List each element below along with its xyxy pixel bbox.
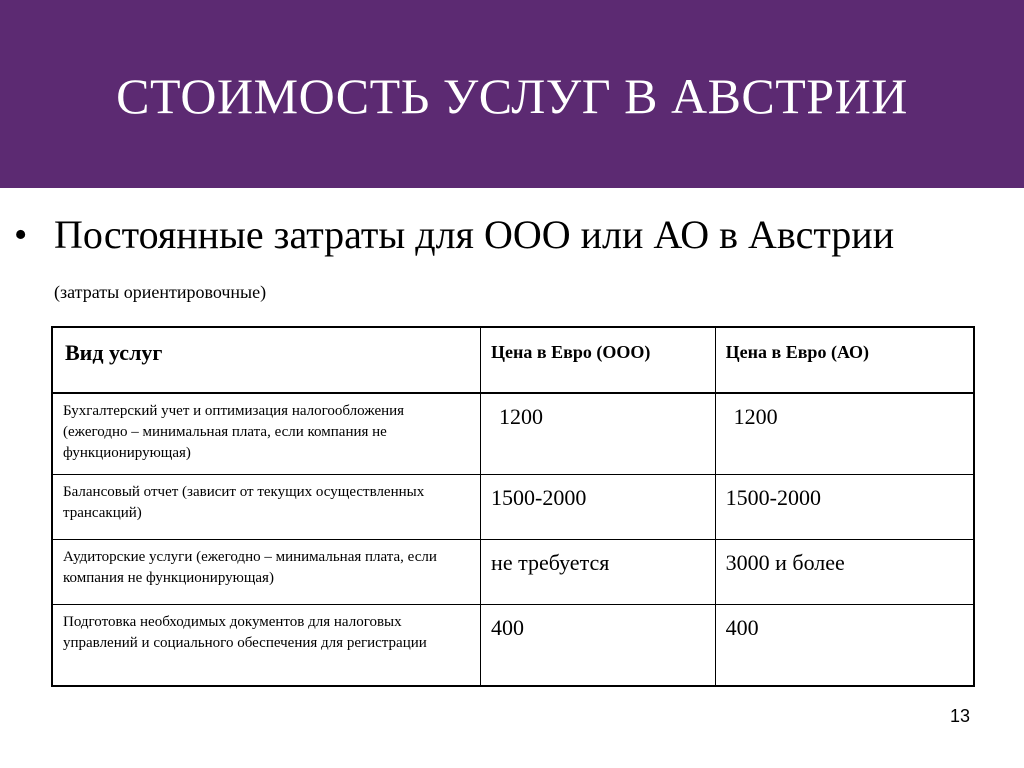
price-ao: 1200	[733, 404, 778, 429]
service-cell	[52, 475, 481, 540]
slide-title: СТОИМОСТЬ УСЛУГ В АВСТРИИ	[116, 68, 908, 124]
service-name: Балансовый отчет (зависит от текущих осуществленных трансакций)	[63, 484, 425, 521]
bullet-dot-icon: •	[14, 214, 28, 256]
price-ooo: не требуется	[491, 550, 610, 575]
price-ooo: 1200	[499, 404, 544, 429]
table-row	[52, 605, 974, 687]
price-ao-cell	[715, 393, 974, 475]
price-ao: 3000 и более	[725, 550, 845, 575]
price-ooo: 400	[491, 615, 525, 640]
price-ao-cell	[715, 605, 974, 687]
bullet-note: (затраты ориентировочные)	[54, 282, 267, 302]
table-row	[52, 393, 974, 475]
slide-number: 13	[949, 706, 970, 726]
service-cell	[52, 540, 481, 605]
header-price-ao-cell	[715, 327, 974, 393]
price-ooo-cell	[481, 475, 716, 540]
table-row	[52, 475, 974, 540]
price-ooo-cell	[481, 393, 716, 475]
header-service-cell	[52, 327, 481, 393]
service-name: Подготовка необходимых документов для налоговых управлений и социального обеспечения для регистрации	[63, 614, 427, 651]
service-name: Аудиторские услуги (ежегодно – минимальная плата, если компания не функционирующая)	[63, 549, 437, 586]
header-price-ao: Цена в Евро (АО)	[725, 342, 870, 362]
header-price-ooo: Цена в Евро (ООО)	[491, 342, 651, 362]
header-price-ooo-cell	[481, 327, 716, 393]
costs-table	[51, 326, 975, 687]
price-ao-cell	[715, 475, 974, 540]
service-cell	[52, 605, 481, 687]
service-name: Бухгалтерский учет и оптимизация налогообложения (ежегодно – минимальная плата, если компания не функционирующая)	[63, 403, 405, 461]
bullet-text	[54, 210, 954, 317]
price-ao: 1500-2000	[725, 485, 821, 510]
price-ao-cell	[715, 540, 974, 605]
table-row	[52, 540, 974, 605]
price-ooo-cell	[481, 540, 716, 605]
price-ooo-cell	[481, 605, 716, 687]
service-cell	[52, 393, 481, 475]
title-bar	[0, 0, 1024, 188]
bullet-main-text: Постоянные затраты для ООО или АО в Австрии	[54, 212, 895, 257]
header-service: Вид услуг	[65, 340, 163, 365]
table-header-row	[52, 327, 974, 393]
price-ao: 400	[725, 615, 759, 640]
price-ooo: 1500-2000	[491, 485, 587, 510]
